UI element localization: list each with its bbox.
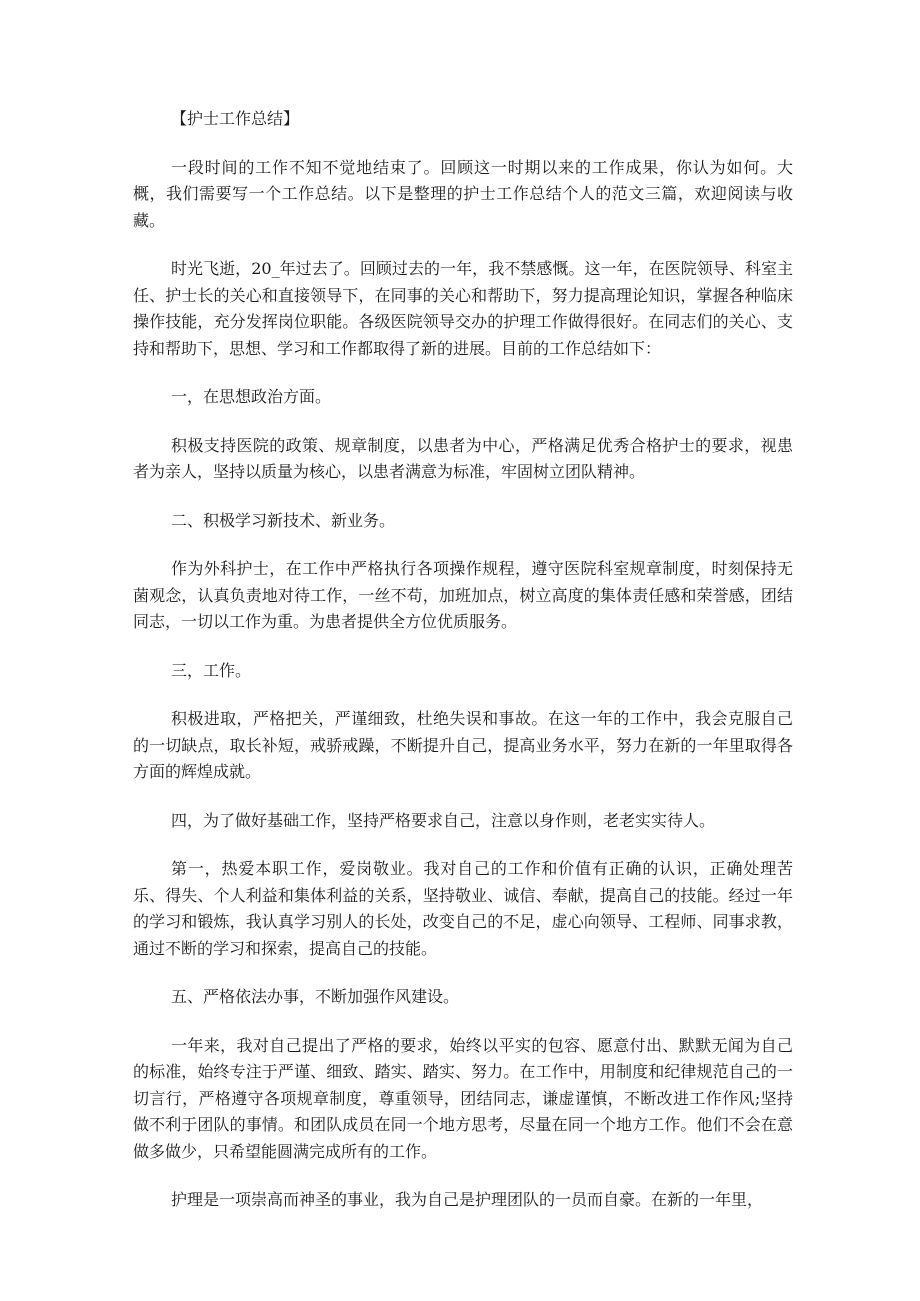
paragraph-section-4: 第一，热爱本职工作，爱岗敬业。我对自己的工作和价值有正确的认识，正确处理苦乐、得失、个人利益和集体利益的关系，坚持敬业、诚信、奉献，提高自己的技能。经过一年的学习和锻炼，我认真学习别人的长处，改变自己的不足，虚心向领导、工程师、同事求教，通过不断的学习和探索，提高自己的技能。 bbox=[133, 859, 793, 958]
paragraph-intro: 一段时间的工作不知不觉地结束了。回顾这一时期以来的工作成果，你认为如何。大概，我们需要写一个工作总结。以下是整理的护士工作总结个人的范文三篇，欢迎阅读与收藏。 bbox=[133, 157, 793, 230]
section-heading-2: 二、积极学习新技术、新业务。 bbox=[171, 510, 396, 530]
section-heading-4: 四，为了做好基础工作，坚持严格要求自己，注意以身作则，老老实实待人。 bbox=[171, 810, 716, 830]
paragraph-section-5: 一年来，我对自己提出了严格的要求，始终以平实的包容、愿意付出、默默无闻为自己的标准，始终专注于严谨、细致、踏实、踏实、努力。在工作中，用制度和纪律规范自己的一切言行，严格遵守各项规章制度，尊重领导，团结同志，谦虚谨慎，不断改进工作作风;坚持做不利于团队的事情。和团队成员在同一个地方思考，尽量在同一个地方工作。他们不会在意做多做少，只希望能圆满完成所有的工作。 bbox=[133, 1035, 793, 1161]
paragraph-summary-opening: 时光飞逝，20_年过去了。回顾过去的一年，我不禁感慨。这一年，在医院领导、科室主任、护士长的关心和直接领导下，在同事的关心和帮助下，努力提高理论知识，掌握各种临床操作技能，充分发挥岗位职能。各级医院领导交办的护理工作做得很好。在同志们的关心、支持和帮助下，思想、学习和工作都取得了新的进展。目前的工作总结如下： bbox=[133, 259, 793, 358]
paragraph-closing: 护理是一项崇高而神圣的事业，我为自己是护理团队的一员而自豪。在新的一年里， bbox=[171, 1190, 764, 1209]
section-heading-3: 三，工作。 bbox=[171, 660, 252, 680]
paragraph-section-2: 作为外科护士，在工作中严格执行各项操作规程，遵守医院科室规章制度，时刻保持无菌观念，认真负责地对待工作，一丝不苟，加班加点，树立高度的集体责任感和荣誉感，团结同志，一切以工作为重。为患者提供全方位优质服务。 bbox=[133, 559, 793, 631]
document-page bbox=[133, 106, 793, 1236]
section-heading-1: 一，在思想政治方面。 bbox=[171, 387, 332, 406]
paragraph-section-3: 积极进取，严格把关，严谨细致，杜绝失误和事故。在这一年的工作中，我会克服自己的一切缺点，取长补短，戒骄戒躁，不断提升自己，提高业务水平，努力在新的一年里取得各方面的辉煌成就。 bbox=[133, 709, 793, 781]
section-heading-5: 五、严格依法办事，不断加强作风建设。 bbox=[171, 987, 460, 1006]
document-title: 【护士工作总结】 bbox=[171, 109, 300, 128]
paragraph-section-1: 积极支持医院的政策、规章制度，以患者为中心，严格满足优秀合格护士的要求，视患者为亲人，坚持以质量为核心，以患者满意为标准，牢固树立团队精神。 bbox=[133, 435, 793, 481]
